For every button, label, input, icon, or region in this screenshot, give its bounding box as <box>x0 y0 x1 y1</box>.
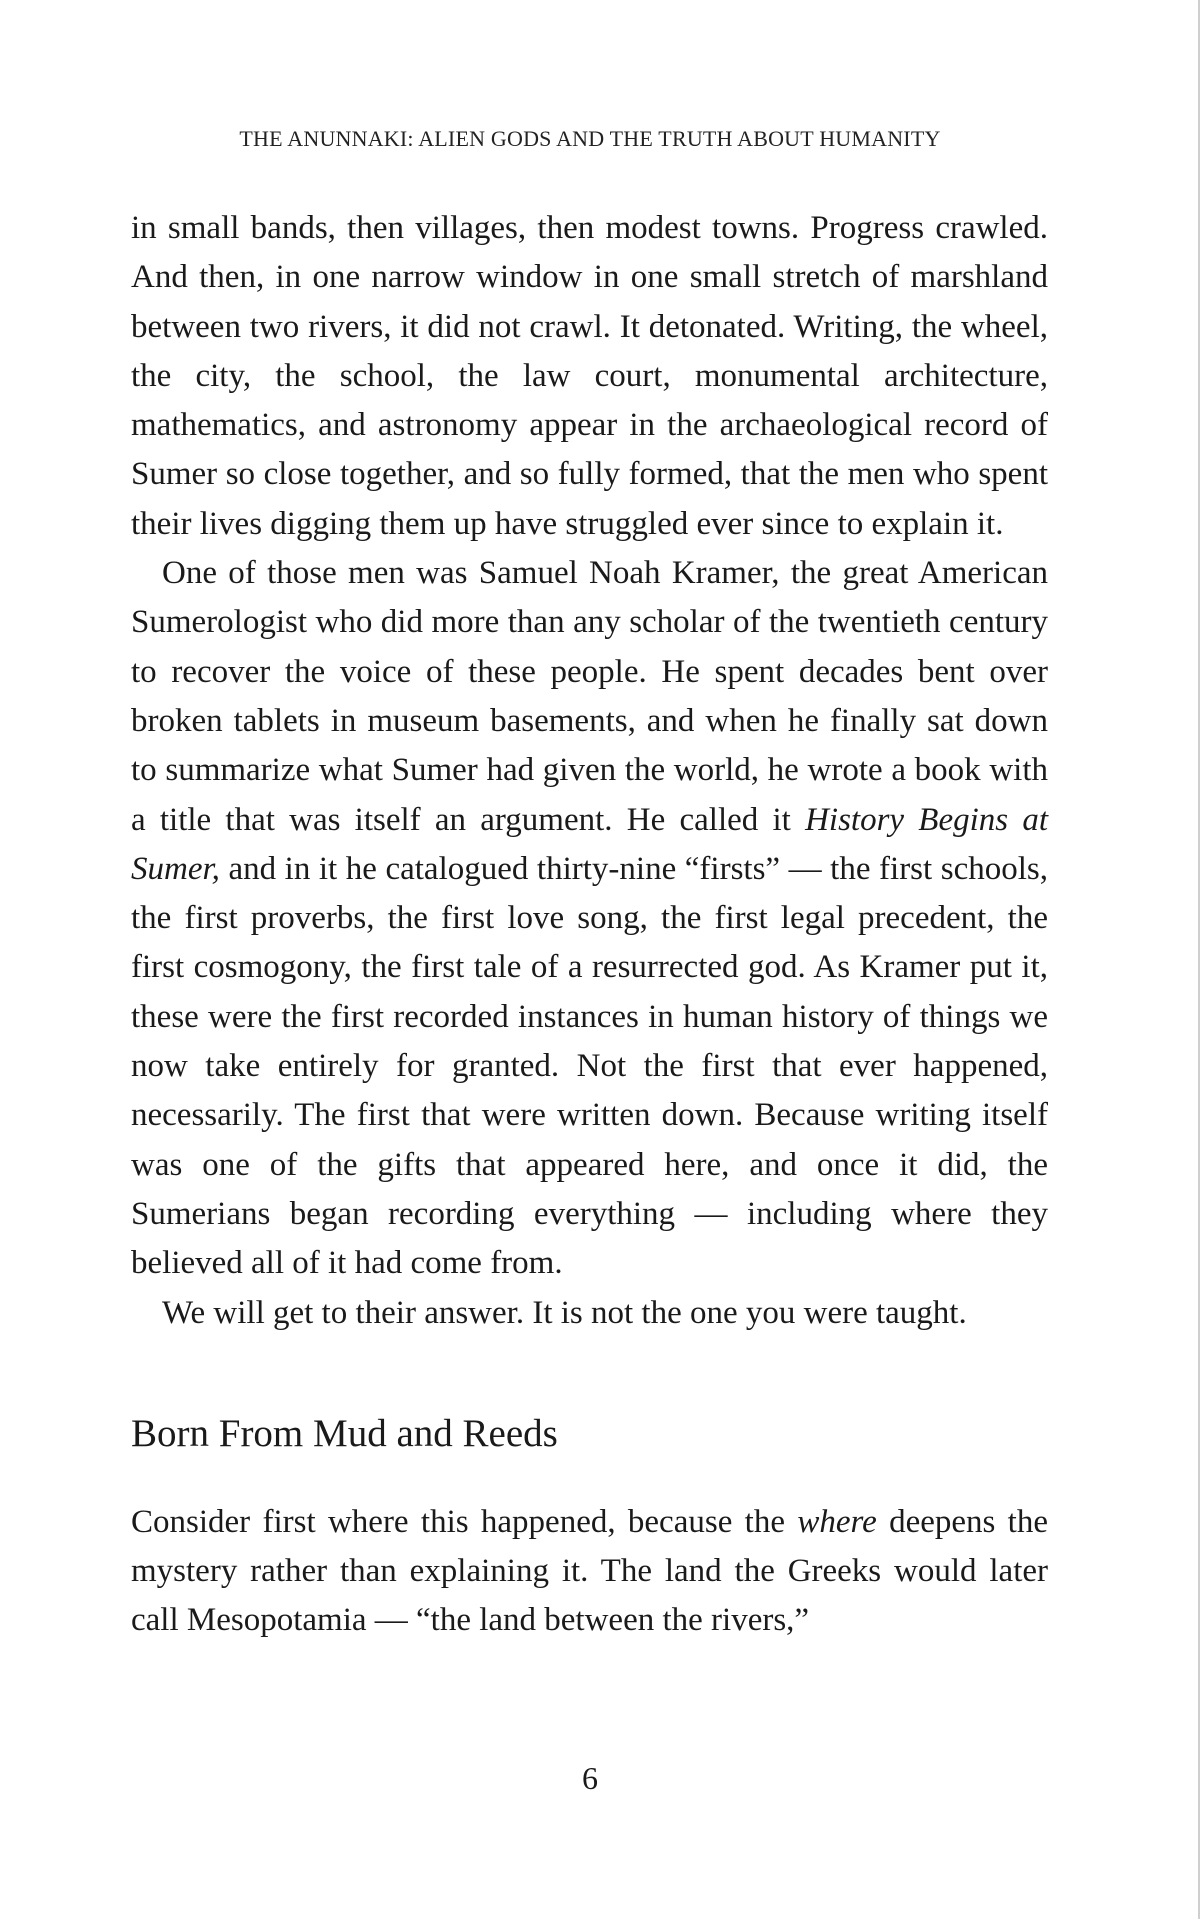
paragraph-1: in small bands, then villages, then modest towns. Progress crawled. And then, in one narrow window in one small stretch of marshland between two rivers, it did not crawl. It detonated. Writing, the wheel, the city, the school, the law court, monumental architecture, mathematics, and astronomy appear in the archaeological record of Sumer so close together, and so fully formed, that the men who spent their lives digging them up have struggled ever since to explain it. <box>131 210 1048 542</box>
section-paragraph-text-b: deepens the mystery rather than explaining it. The land the Greeks would later call Mesopotamia — “the land between the rivers,” <box>131 1503 1048 1639</box>
page-number: 6 <box>582 1760 598 1796</box>
running-head: THE ANUNNAKI: ALIEN GODS AND THE TRUTH ABOUT HUMANITY <box>239 126 941 151</box>
where-italic: where <box>797 1503 877 1540</box>
paragraph-2 <box>131 549 1048 1288</box>
paragraph-2-text-b: and in it he catalogued thirty-nine “firsts” — the first schools, the first proverbs, the first love song, the first legal precedent, the first cosmogony, the first tale of a resurrected god. As Kramer put it, these were the first recorded instances in human history of things we now take entirely for granted. Not the first that ever happened, necessarily. The first that were written down. Because writing itself was one of the gifts that appeared here, and once it did, the Sumerians began recording everything — including where they believed all of it had come from. <box>131 850 1048 1282</box>
section-paragraph <box>131 1498 1048 1646</box>
body-text <box>131 204 1048 1646</box>
section-paragraph-text-a: Consider first where this happened, because the <box>131 1503 798 1540</box>
book-title-italic: History Begins at Sumer, <box>131 801 1049 887</box>
section-heading: Born From Mud and Reeds <box>131 1411 558 1455</box>
paragraph-3: We will get to their answer. It is not the one you were taught. <box>162 1294 967 1331</box>
paragraph-2-text-a: One of those men was Samuel Noah Kramer, the great American Sumerologist who did more than any scholar of the twentieth century to recover the voice of these people. He spent decades bent over broken tablets in museum basements, and when he finally sat down to summarize what Sumer had given the world, he wrote a book with a title that was itself an argument. He called it <box>131 555 1048 838</box>
